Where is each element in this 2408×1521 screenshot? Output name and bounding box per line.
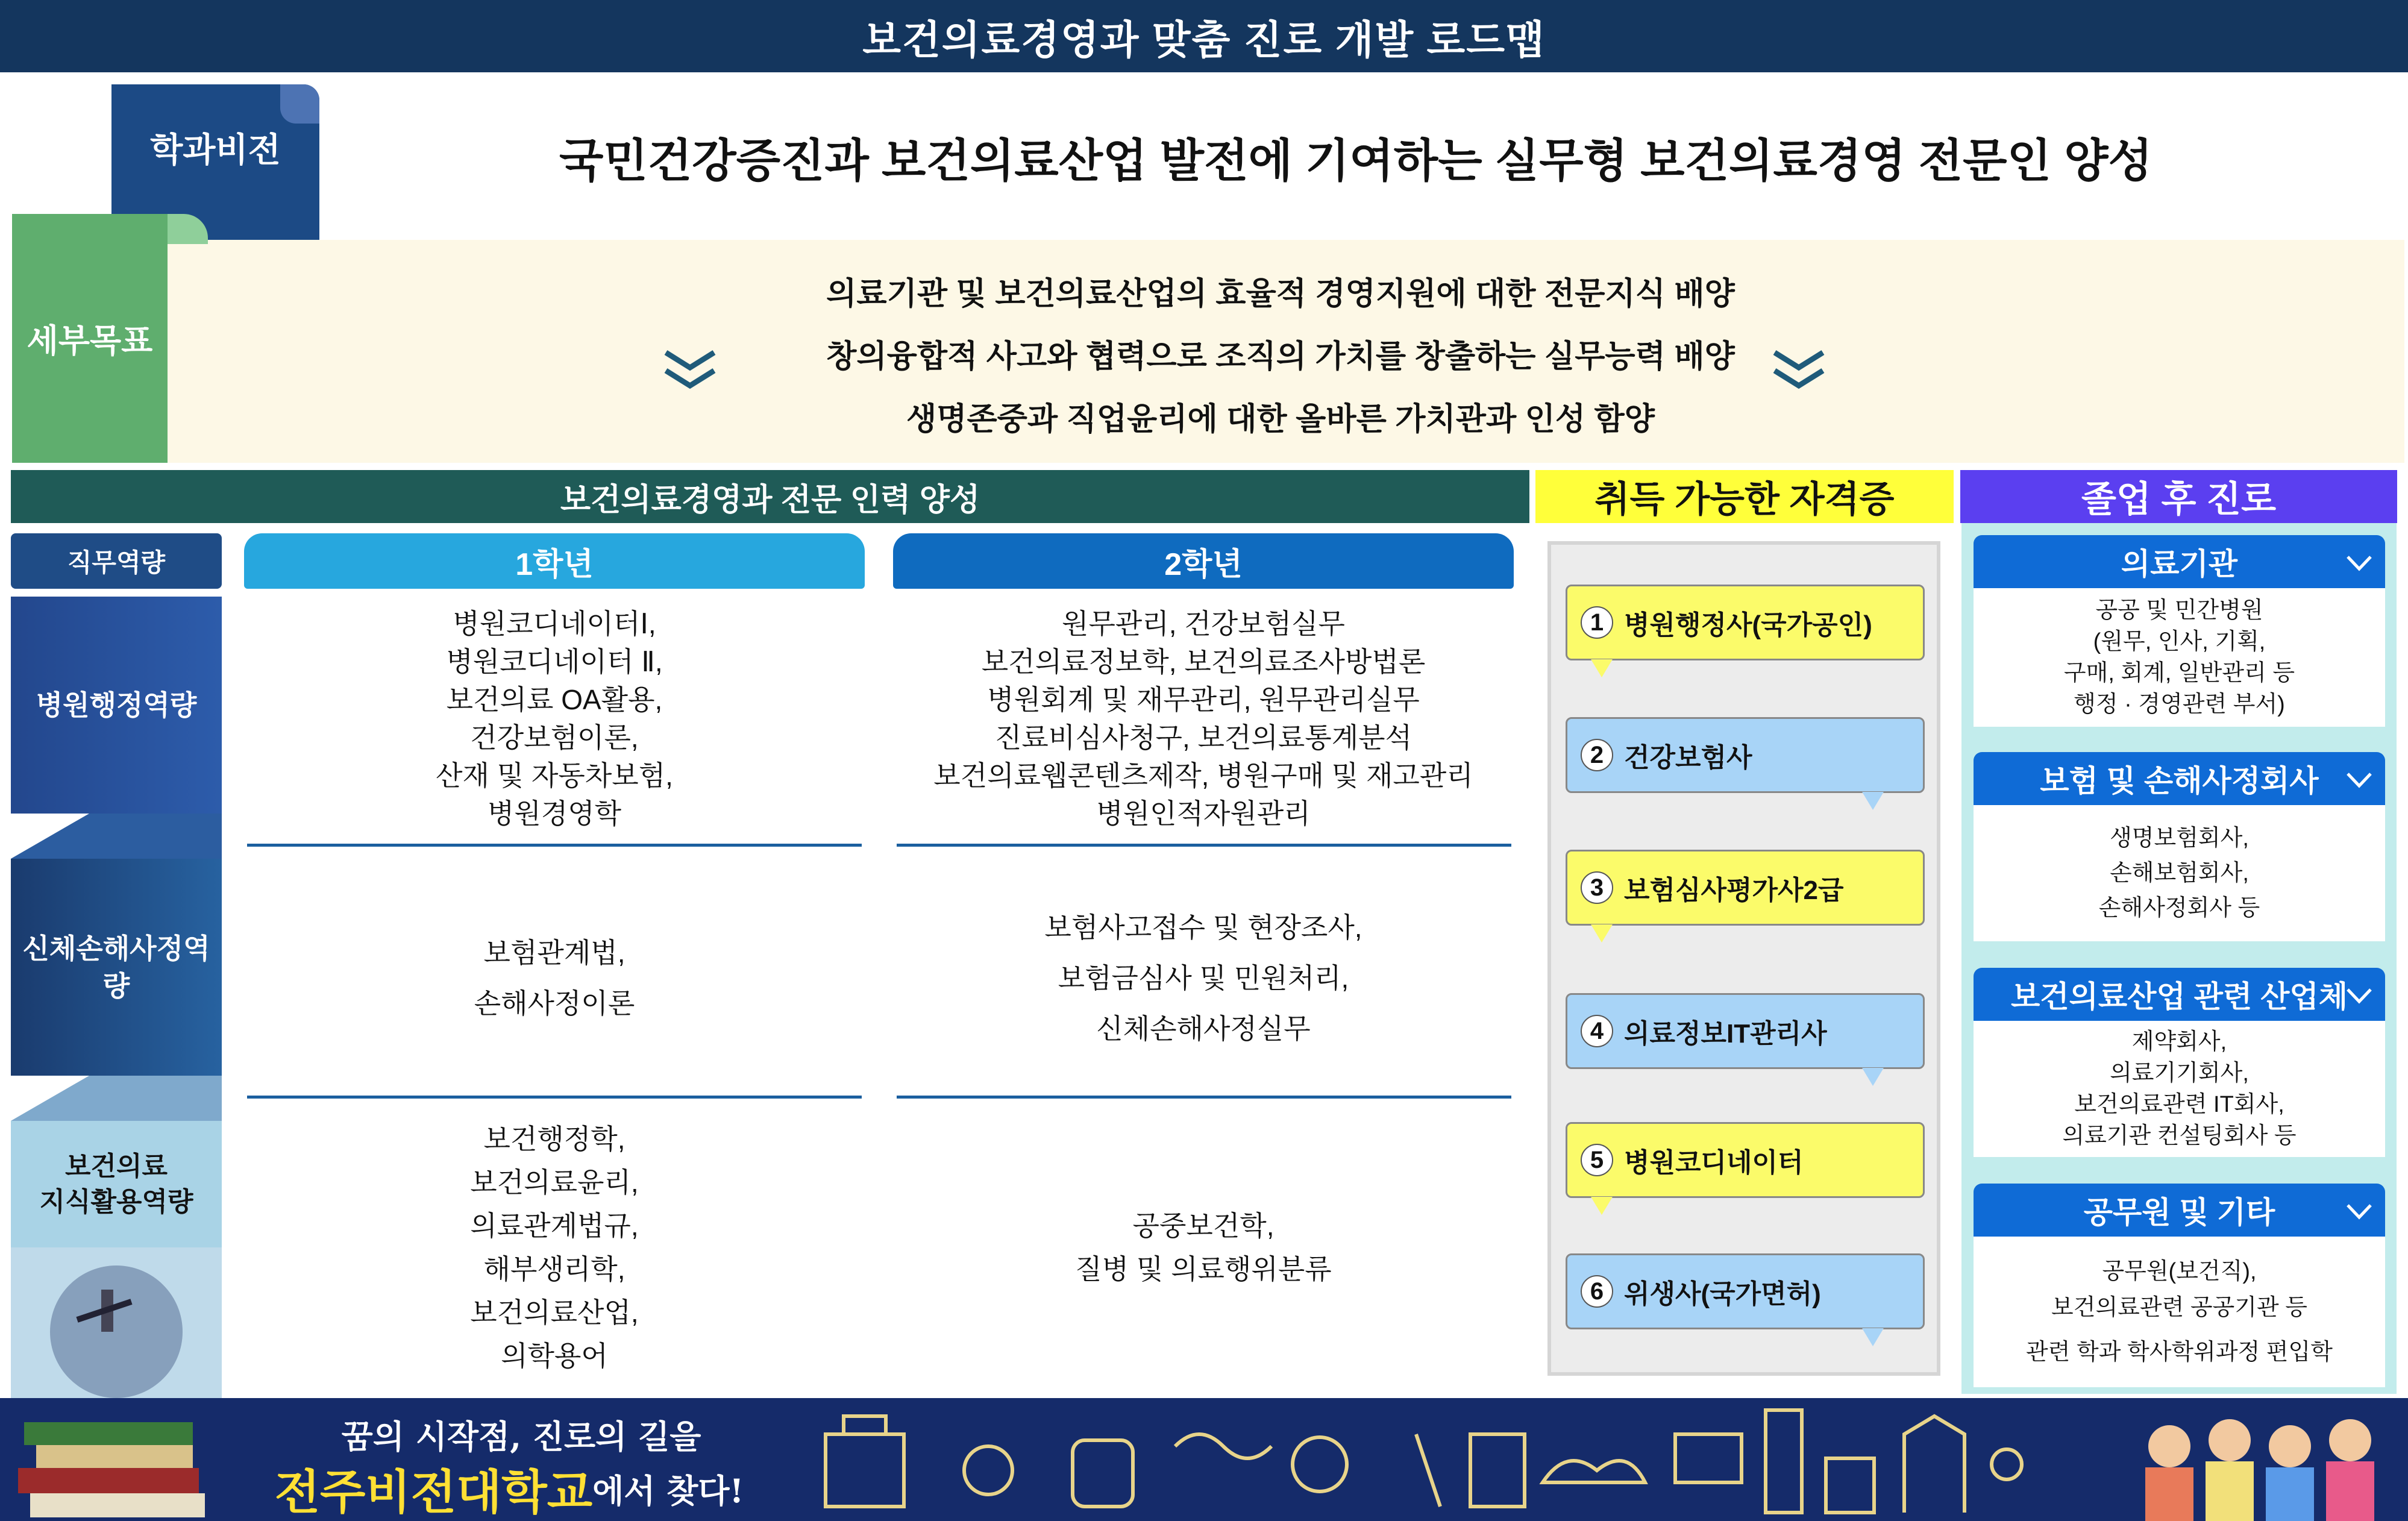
school-name: 전주비전대학교	[274, 1465, 593, 1520]
career-detail-line: 구매, 회계, 일반관리 등	[2063, 660, 2295, 686]
course-item: 병원코디네이터Ⅰ,	[453, 607, 656, 639]
career-detail	[1974, 1021, 2385, 1157]
certificate-item	[1566, 1253, 1925, 1329]
row3-year2-courses	[893, 1115, 1514, 1380]
ribbon-fold	[11, 814, 222, 859]
certificate-item	[1566, 850, 1925, 926]
course-item: 병원인적자원관리	[1096, 797, 1311, 829]
course-item: 병원경영학	[487, 797, 622, 829]
banner-school	[238, 1458, 780, 1519]
illustration-panel	[11, 1247, 222, 1398]
course-item: 보건의료윤리,	[470, 1167, 639, 1198]
career-detail-line: 보건의료관련 IT회사,	[2074, 1092, 2284, 1117]
speech-tail	[1591, 659, 1613, 677]
course-item: 의료관계법규,	[470, 1210, 639, 1241]
section-header-training: 보건의료경영과 전문 인력 양성	[11, 470, 1529, 523]
certificate-item	[1566, 1122, 1925, 1198]
career-header-medical-institution[interactable]	[1974, 535, 2385, 588]
certificate-number: 2	[1581, 739, 1613, 771]
vision-text: 국민건강증진과 보건의료산업 발전에 기여하는 실무형 보건의료경영 전문인 양성	[559, 135, 2152, 187]
career-detail-line: 손해사정회사 등	[2098, 895, 2260, 921]
course-item: 산재 및 자동차보험,	[436, 759, 673, 791]
career-title: 공무원 및 기타	[2083, 1196, 2275, 1229]
goal-item: 의료기관 및 보건의료산업의 효율적 경영지원에 대한 전문지식 배양	[826, 276, 1735, 312]
course-item: 의학용어	[501, 1340, 608, 1372]
chevron-down-icon	[2345, 1197, 2373, 1225]
course-item: 보건의료 OA활용,	[446, 683, 663, 715]
row-divider	[897, 844, 1511, 847]
banner-suffix: 에서 찾다!	[592, 1471, 744, 1510]
career-detail	[1974, 588, 2385, 727]
course-item: 보건행정학,	[483, 1123, 626, 1155]
career-detail-line: 관련 학과 학사학위과정 편입학	[2026, 1340, 2333, 1365]
competency-loss-adjustment: 신체손해사정역량	[11, 859, 222, 1076]
certificate-name: 보험심사평가사2급	[1624, 876, 1844, 905]
career-title: 의료기관	[2121, 547, 2238, 581]
course-item: 보건의료산업,	[470, 1297, 639, 1328]
career-title: 보건의료산업 관련 산업체	[2010, 980, 2348, 1014]
career-detail-line: 제약회사,	[2131, 1029, 2227, 1055]
year-header-1: 1학년	[244, 533, 865, 589]
goals-list	[663, 259, 1898, 452]
section-header-careers: 졸업 후 진로	[1960, 470, 2397, 523]
section-header-certificates: 취득 가능한 자격증	[1535, 470, 1954, 523]
goal-item: 창의융합적 사고와 협력으로 조직의 가치를 창출하는 실무능력 배양	[826, 339, 1735, 374]
row-divider	[897, 1096, 1511, 1099]
row3-year1-courses	[244, 1115, 865, 1380]
certificate-name: 위생사(국가면허)	[1624, 1279, 1821, 1309]
competency-name-line: 지식활용역량	[39, 1187, 193, 1217]
course-item: 보건의료정보학, 보건의료조사방법론	[981, 645, 1426, 677]
chevron-down-icon	[660, 347, 720, 395]
career-detail-line: 의료기관 컨설팅회사 등	[2062, 1123, 2297, 1149]
chevron-down-icon	[1769, 347, 1829, 395]
page-title: 보건의료경영과 맞춤 진로 개발 로드맵	[0, 0, 2408, 72]
career-detail-line: 공무원(보건직),	[2102, 1259, 2257, 1284]
certificate-item	[1566, 585, 1925, 660]
row-divider	[247, 1096, 862, 1099]
speech-tail	[1862, 1328, 1884, 1346]
career-detail-line: 의료기기회사,	[2110, 1061, 2249, 1086]
banner-slogan: 꿈의 시작점, 진로의 길을	[341, 1417, 701, 1456]
competency-header: 직무역량	[11, 533, 222, 589]
career-header-public-service[interactable]	[1974, 1184, 2385, 1237]
ribbon-fold	[11, 1076, 222, 1121]
course-item: 해부생리학,	[483, 1253, 626, 1285]
certificate-number: 3	[1581, 871, 1613, 904]
career-detail-line: 손해보험회사,	[2110, 861, 2249, 886]
vision-label: 학과비전	[111, 84, 319, 247]
speech-tail	[1591, 1197, 1613, 1215]
career-detail-line: (원무, 인사, 기획,	[2093, 629, 2266, 654]
row2-year1-courses	[244, 862, 865, 1094]
row1-year2-courses	[893, 603, 1514, 835]
career-detail-line: 생명보험회사,	[2110, 826, 2249, 851]
speech-tail	[1862, 1068, 1884, 1086]
certificate-number: 5	[1581, 1144, 1613, 1176]
chevron-down-icon	[2345, 981, 2373, 1009]
certificate-item	[1566, 717, 1925, 793]
course-item: 보험금심사 및 민원처리,	[1058, 962, 1349, 994]
course-item: 병원코디네이터 Ⅱ,	[446, 645, 663, 677]
career-header-healthcare-industry[interactable]	[1974, 968, 2385, 1021]
certificate-name: 의료정보IT관리사	[1624, 1019, 1827, 1049]
row-divider	[247, 844, 862, 847]
goal-item: 생명존중과 직업윤리에 대한 올바른 가치관과 인성 함양	[906, 401, 1655, 437]
course-item: 신체손해사정실무	[1096, 1012, 1311, 1044]
career-detail	[1974, 805, 2385, 941]
course-item: 보건의료웹콘텐츠제작, 병원구매 및 재고관리	[933, 759, 1473, 791]
chevron-down-icon	[2345, 765, 2373, 793]
career-detail-line: 보건의료관련 공공기관 등	[2051, 1295, 2307, 1320]
certificate-number: 6	[1581, 1275, 1613, 1308]
goals-label: 세부목표	[12, 214, 168, 463]
year-header-2: 2학년	[893, 533, 1514, 589]
speech-tail	[1862, 792, 1884, 810]
career-detail-line: 행정 · 경영관련 부서)	[2074, 692, 2285, 717]
career-title: 보험 및 손해사정회사	[2040, 764, 2319, 798]
course-item: 보험관계법,	[483, 936, 626, 968]
certificate-name: 건강보험사	[1624, 743, 1752, 773]
course-item: 보험사고접수 및 현장조사,	[1044, 911, 1362, 943]
certificate-item	[1566, 993, 1925, 1069]
chevron-down-icon	[2345, 548, 2373, 576]
speech-tail	[1591, 924, 1613, 942]
row2-year2-courses	[893, 862, 1514, 1094]
career-detail	[1974, 1237, 2385, 1387]
certificate-number: 4	[1581, 1015, 1613, 1047]
course-item: 공중보건학,	[1132, 1210, 1275, 1241]
course-item: 질병 및 의료행위분류	[1075, 1253, 1332, 1285]
telescope-illustration	[11, 1247, 222, 1398]
career-header-insurance[interactable]	[1974, 752, 2385, 805]
competency-name-line: 보건의료	[64, 1151, 168, 1181]
career-detail-line: 공공 및 민간병원	[2095, 598, 2263, 623]
certificate-number: 1	[1581, 606, 1613, 639]
vision-ribbon-fold	[280, 84, 319, 124]
certificate-name: 병원코디네이터	[1624, 1148, 1804, 1178]
certificate-name: 병원행정사(국가공인)	[1624, 610, 1872, 640]
competency-knowledge-use	[11, 1121, 222, 1247]
course-item: 원무관리, 건강보험실무	[1062, 607, 1345, 639]
course-item: 병원회계 및 재무관리, 원무관리실무	[987, 683, 1420, 715]
row1-year1-courses	[244, 603, 865, 835]
course-item: 진료비심사청구, 보건의료통계분석	[994, 721, 1413, 753]
course-item: 손해사정이론	[474, 987, 635, 1019]
competency-hospital-admin: 병원행정역량	[11, 597, 222, 814]
course-item: 건강보험이론,	[470, 721, 639, 753]
